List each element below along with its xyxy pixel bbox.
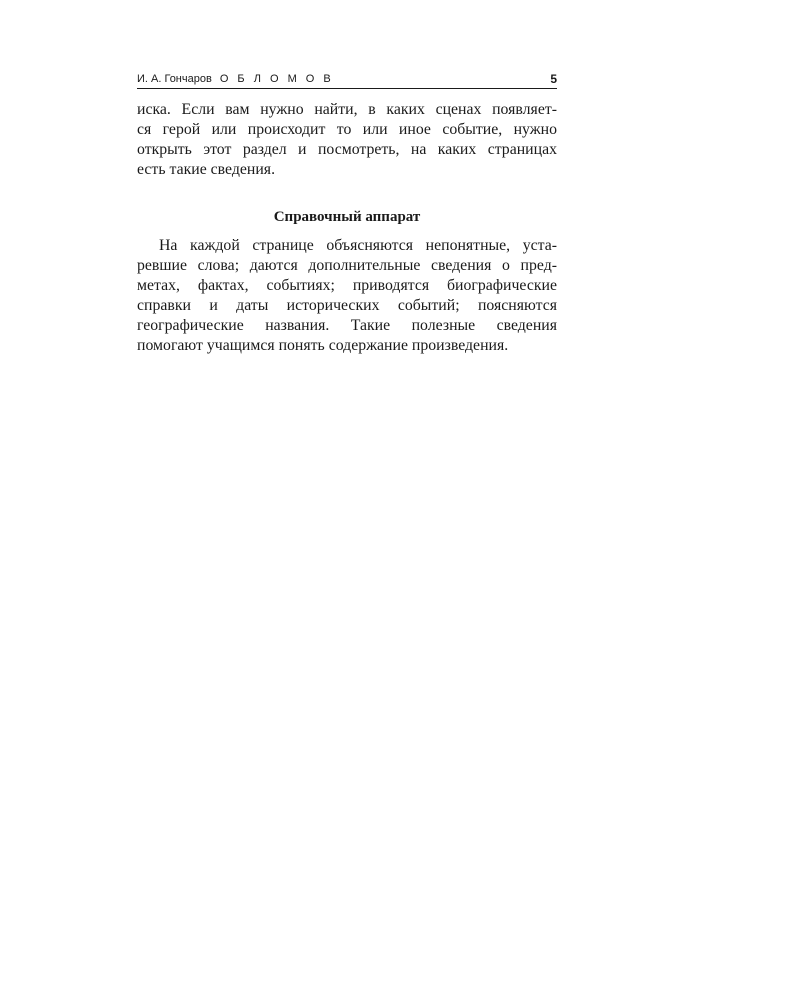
text-line: ревшие слова; даются дополнительные сведения о пред- xyxy=(137,257,557,274)
section-heading: Справочный аппарат xyxy=(273,209,421,225)
header-author: И. А. Гончаров xyxy=(137,73,212,85)
page-number: 5 xyxy=(550,72,557,86)
text-line: ся герой или происходит то или иное событие, нужно xyxy=(137,121,557,138)
paragraph-reference-apparatus xyxy=(137,236,557,356)
text-line: На каждой странице объясняются непонятные, уста- xyxy=(159,237,557,254)
text-line: открыть этот раздел и посмотреть, на каких страницах xyxy=(137,141,557,158)
text-line: иска. Если вам нужно найти, в каких сценах появляет- xyxy=(137,101,557,118)
text-line: метах, фактах, событиях; приводятся биографические xyxy=(137,277,557,294)
text-line: есть такие сведения. xyxy=(137,161,276,178)
book-page xyxy=(137,72,557,356)
running-header xyxy=(137,72,557,89)
header-book-title: О Б Л О М О В xyxy=(219,73,334,85)
paragraph-continuation xyxy=(137,100,557,180)
header-left xyxy=(137,72,334,86)
text-line: справки и даты исторических событий; поясняются xyxy=(137,297,557,314)
text-line: помогают учащимся понять содержание произведения. xyxy=(137,337,509,354)
text-line: географические названия. Такие полезные сведения xyxy=(137,317,557,334)
